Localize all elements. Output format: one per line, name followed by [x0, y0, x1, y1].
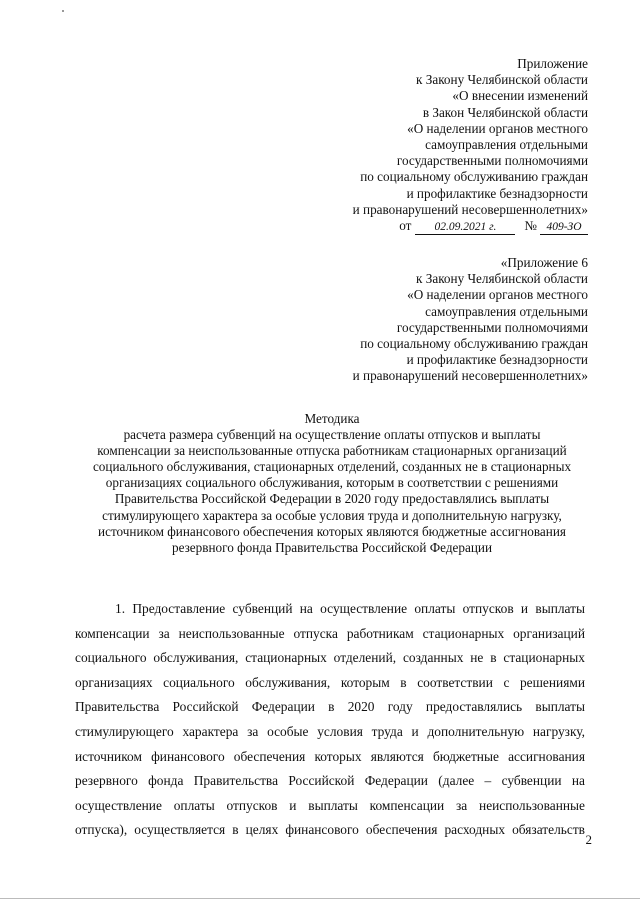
annex-line: самоуправления отдельными — [425, 303, 588, 319]
title-line: стимулирующего характера за особые условия труда и дополнительную нагрузку, — [102, 507, 562, 523]
law-date-number-line — [353, 218, 588, 235]
header-line: по социальному обслуживанию граждан — [360, 169, 588, 185]
title-line: компенсации за неиспользованные отпуска работникам стационарных организаций — [97, 443, 567, 459]
body-line: резервного фонда Правительства Российской Федерации (далее – субвенции на — [75, 773, 585, 789]
title-line: источником финансового обеспечения которых являются бюджетные ассигнования — [98, 523, 566, 539]
annex-line: «Приложение 6 — [500, 255, 588, 270]
law-number: 409-ЗО — [540, 220, 588, 235]
header-line: и правонарушений несовершеннолетних» — [352, 201, 588, 217]
number-label: № — [524, 218, 537, 234]
body-line: организациях социального обслуживания, которым в соответствии с решениями — [75, 674, 585, 690]
title-line: организациях социального обслуживания, которым в соответствии с решениями — [105, 475, 559, 491]
page-number: 2 — [585, 832, 592, 847]
body-line: компенсации за неиспользованные отпуска работникам стационарных организаций — [75, 625, 585, 641]
annex-line: к Закону Челябинской области — [416, 271, 588, 287]
annex-line: и профилактике безнадзорности — [406, 352, 588, 368]
title-line: расчета размера субвенций на осуществление оплаты отпусков и выплаты — [123, 427, 541, 443]
annex-line: и правонарушений несовершеннолетних» — [352, 368, 588, 384]
scan-speck — [62, 10, 64, 12]
annex-6-header — [353, 255, 588, 385]
annex-line: «О наделении органов местного — [407, 287, 588, 303]
header-line: в Закон Челябинской области — [422, 104, 588, 120]
header-line: Приложение — [517, 56, 588, 71]
body-line: 1. Предоставление субвенций на осуществление оплаты отпусков и выплаты — [115, 601, 585, 616]
title-line: резервного фонда Правительства Российской Федерации — [171, 539, 493, 555]
header-line: государственными полномочиями — [396, 153, 588, 169]
header-line: «О наделении органов местного — [407, 120, 588, 136]
header-line: «О внесении изменений — [452, 88, 588, 104]
body-line: социального обслуживания, стационарных отделений, созданных не в стационарных — [75, 650, 585, 666]
title-line: Правительства Российской Федерации в 2020 году предоставлялись выплаты — [114, 491, 550, 507]
header-line: к Закону Челябинской области — [416, 72, 588, 88]
document-title — [66, 411, 598, 556]
law-date: 02.09.2021 г. — [415, 220, 515, 235]
header-line: и профилактике безнадзорности — [406, 185, 588, 201]
body-line: Правительства Российской Федерации в 2020 году предоставлялись выплаты — [75, 699, 585, 715]
annex-line: по социальному обслуживанию граждан — [360, 336, 588, 352]
bottom-scan-edge — [0, 898, 640, 899]
body-line: источником финансового обеспечения которых являются бюджетные ассигнования — [75, 748, 585, 764]
body-line: стимулирующего характера за особые условия труда и дополнительную нагрузку, — [75, 723, 585, 739]
annex-header — [353, 56, 588, 235]
title-line: социального обслуживания, стационарных отделений, созданных не в стационарных — [92, 459, 572, 475]
annex-line: государственными полномочиями — [396, 319, 588, 335]
header-line: самоуправления отдельными — [425, 137, 588, 153]
body-line: осуществление оплаты отпусков и выплаты компенсации за неиспользованные — [75, 797, 585, 813]
body-line: отпуска), осуществляется в целях финансового обеспечения расходных обязательств — [75, 822, 585, 838]
body-paragraph — [75, 597, 585, 843]
date-prefix: от — [399, 218, 412, 234]
title-heading: Методика — [304, 411, 360, 426]
